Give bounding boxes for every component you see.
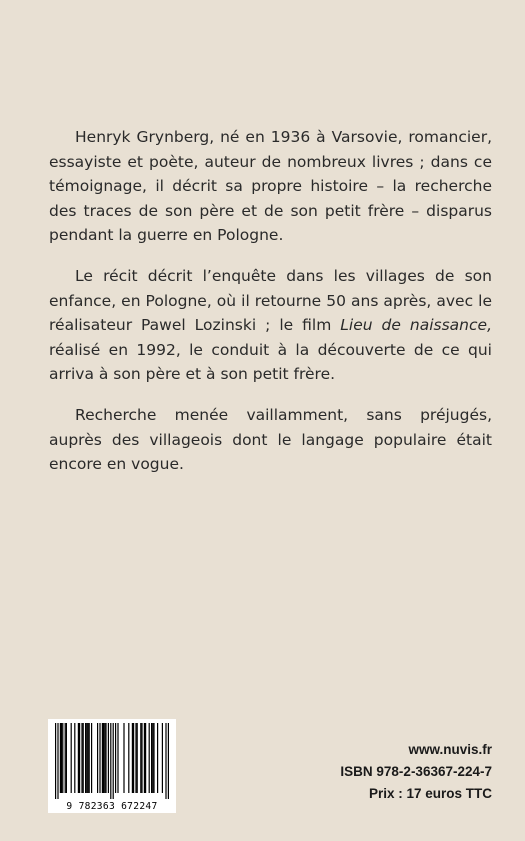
barcode-bar [78,723,79,793]
barcode-bar [105,723,106,793]
barcode-bar [99,723,100,793]
barcode-bar [110,723,111,799]
barcode-bar [135,723,136,793]
barcode-bar [79,723,80,793]
barcode-bar [102,723,103,793]
paragraph-3 [49,403,492,477]
barcode-bar [104,723,105,793]
film-title: Lieu de naissance, [340,316,492,335]
back-cover-text [49,125,492,493]
barcode-bar [60,723,61,793]
barcode-bar [55,723,56,799]
barcode-bar [81,723,82,793]
barcode-bar [71,723,72,793]
barcode-bar [97,723,98,793]
barcode-bar [85,723,86,793]
barcode-bar [152,723,153,793]
paragraph-2-text-a: Le récit décrit l’enquête dans les villages de son enfance, en Pologne, où il retourne 50 ans après, avec le réalisateur Pawel Lozinski ; le film [49,266,492,335]
barcode-bar [145,723,146,793]
barcode-bar [57,723,58,799]
paragraph-2-text-b: réalisé en 1992, le conduit à la découverte de ce qui arriva à son père et à son petit frère. [49,340,492,384]
barcode-bar [108,723,109,793]
isbn: ISBN 978-2-36367-224-7 [340,764,492,779]
barcode-bar [103,723,104,793]
barcode-bar [83,723,84,793]
paragraph-2 [49,264,492,387]
barcode-bar [168,723,169,799]
barcode-bar [123,723,124,793]
publisher-info [340,739,492,805]
barcode-bar [149,723,150,793]
paragraph-1-text: Henryk Grynberg, né en 1936 à Varsovie, romancier, essayiste et poète, auteur de nombreux livres ; dans ce témoignage, il décrit sa propre histoire – la recherche des traces de son père et de son petit frère – disparus pendant la guerre en Pologne. [49,128,492,245]
barcode-bar [141,723,142,793]
barcode-bar [115,723,116,793]
barcode-bar [165,723,166,799]
barcode [48,719,176,813]
barcode-bar [128,723,129,793]
paragraph-3-text: Recherche menée vaillamment, sans préjugés, auprès des villageois dont le langage populaire était encore en vogue. [49,405,492,474]
barcode-bars [48,719,176,799]
barcode-bar [133,723,134,793]
barcode-digits: 9 782363 672247 [66,801,158,812]
barcode-bar [65,723,66,793]
website: www.nuvis.fr [408,742,492,757]
barcode-bar [132,723,133,793]
price: Prix : 17 euros TTC [368,786,492,801]
barcode-bar [74,723,75,793]
barcode-bar [86,723,87,793]
barcode-bar [91,723,92,793]
paragraph-1 [49,125,492,248]
barcode-bar [61,723,62,793]
barcode-bar [137,723,138,793]
barcode-bar [157,723,158,793]
barcode-bar [151,723,152,793]
barcode-bar [89,723,90,793]
barcode-bar [153,723,154,793]
barcode-bar [140,723,141,793]
barcode-bar [113,723,114,799]
barcode-bar [162,723,163,793]
barcode-bar [144,723,145,793]
barcode-bar [117,723,118,793]
barcode-bar [66,723,67,793]
barcode-bar [62,723,63,793]
barcode-bar [87,723,88,793]
